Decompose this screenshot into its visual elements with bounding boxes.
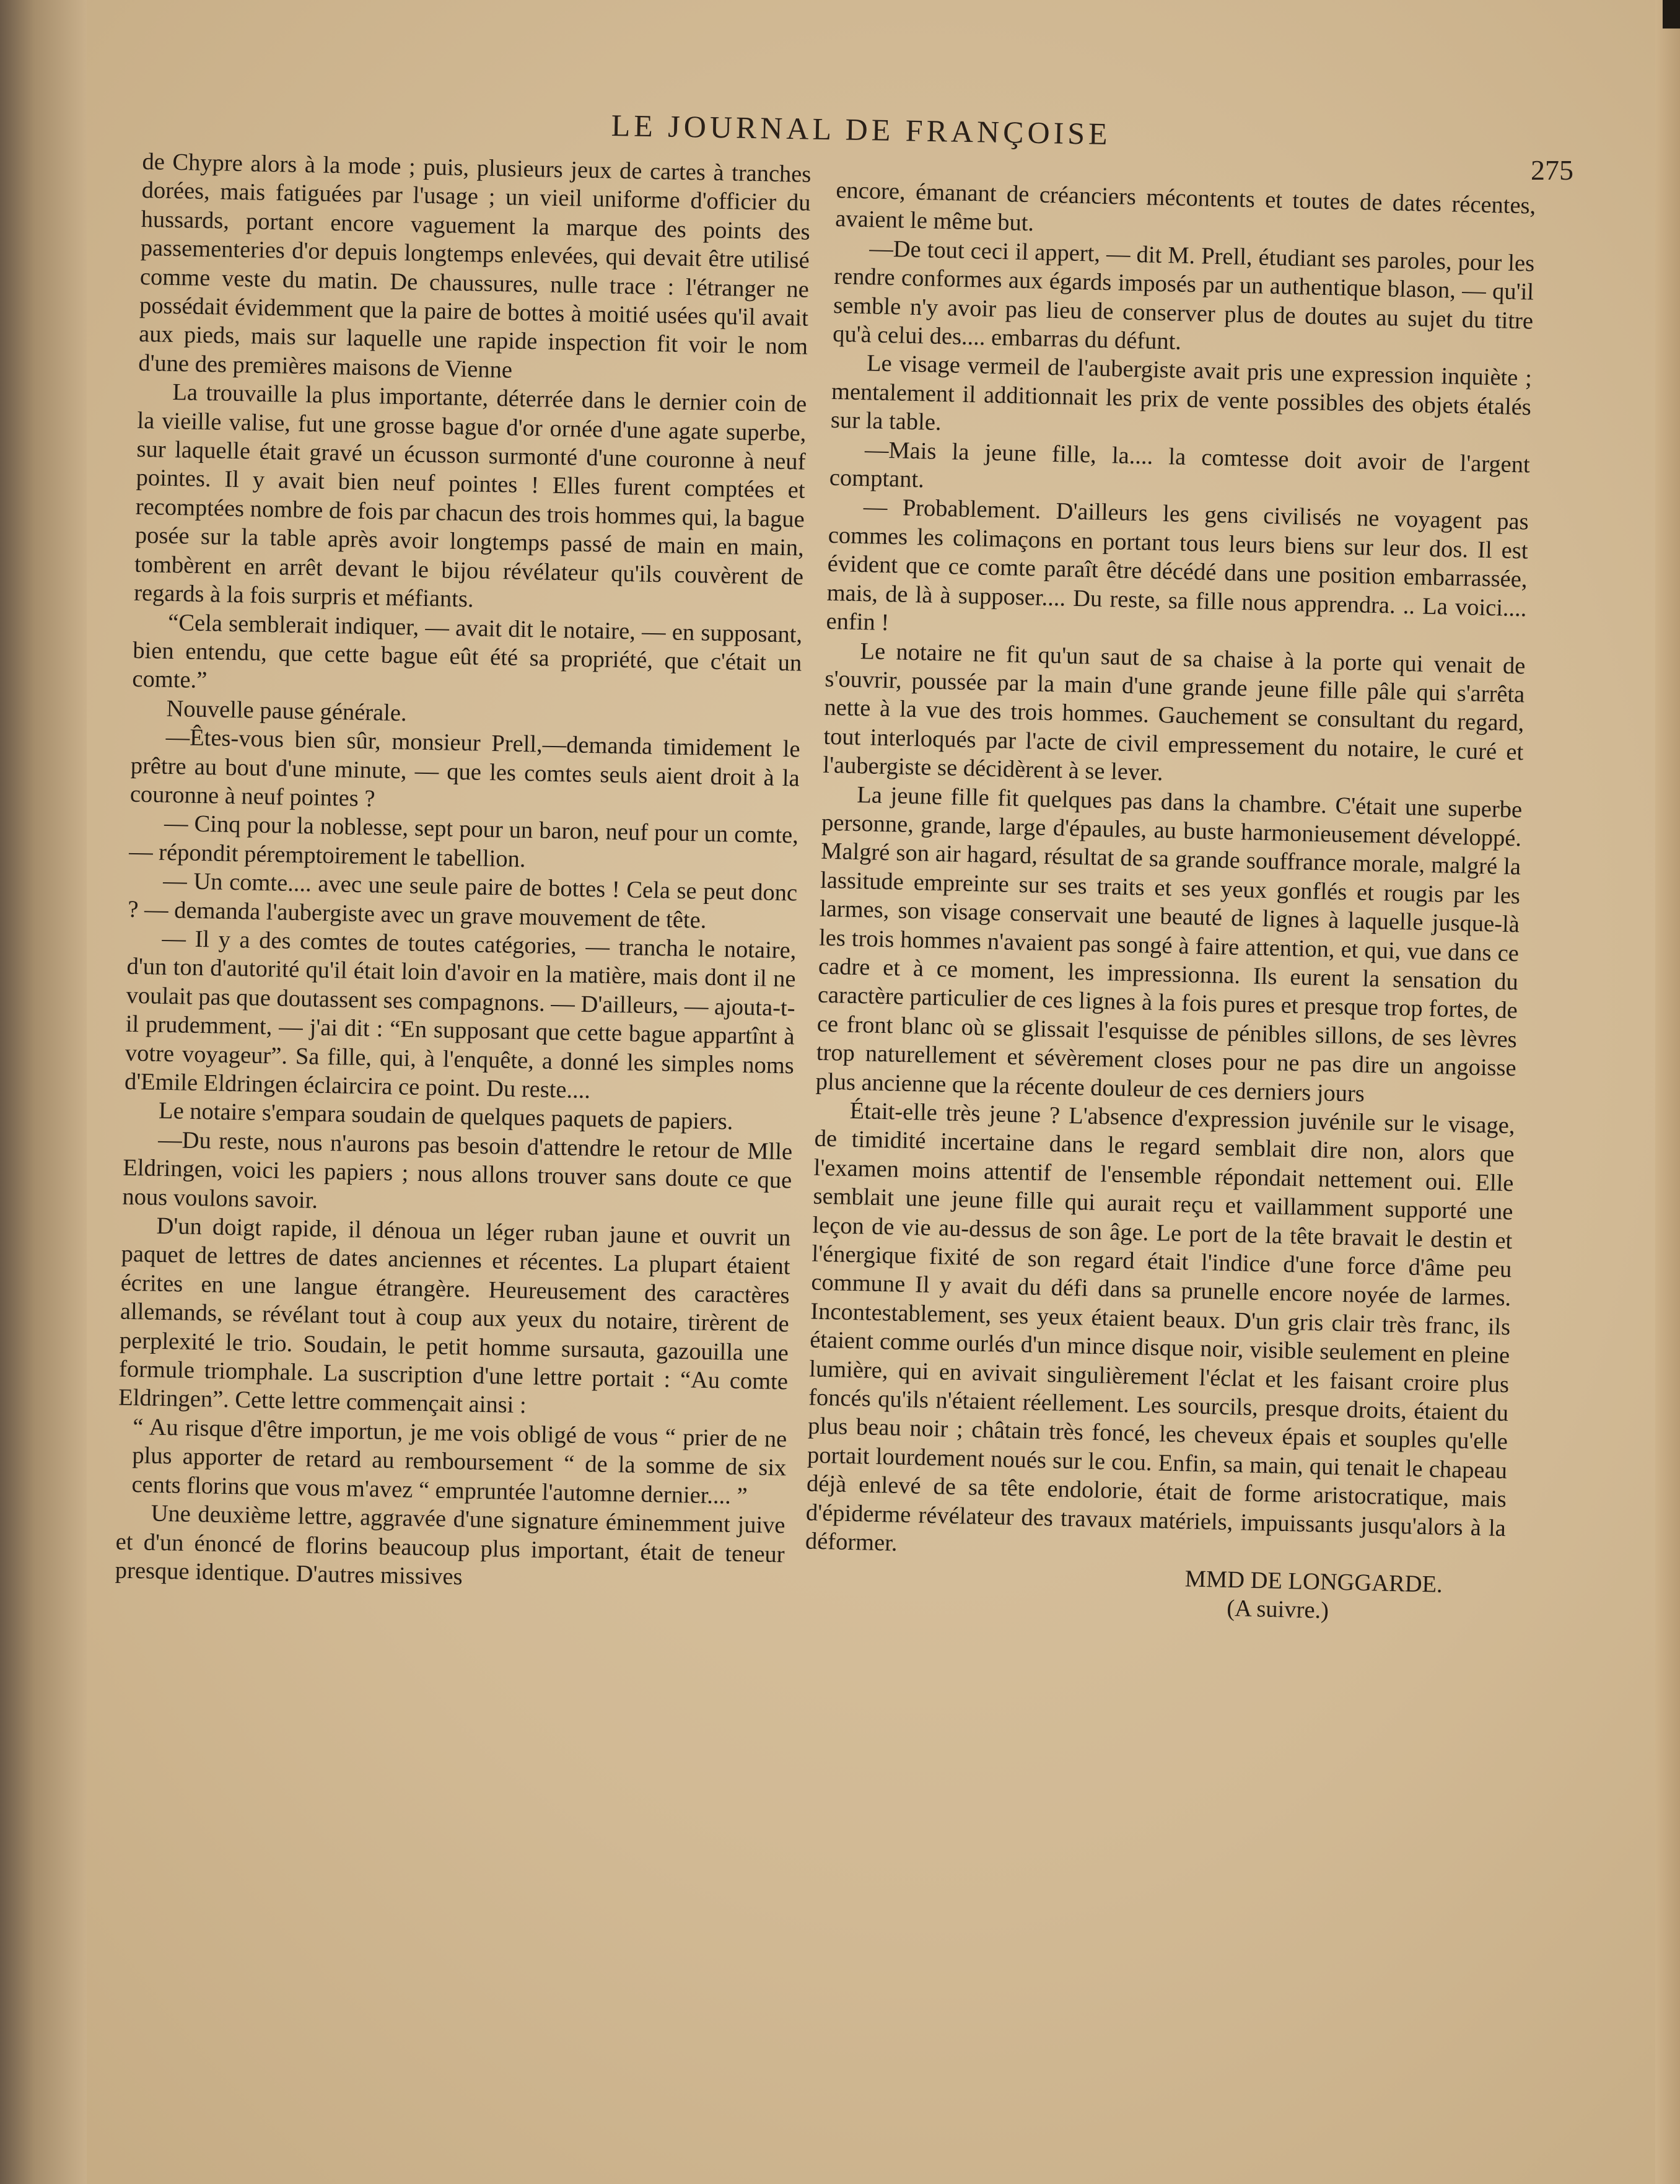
- paragraph: Le notaire ne fit qu'un saut de sa chaise à la porte qui venait de s'ouvrir, poussée par la main d'une grande jeune fille pâle qui s'arrêta nette à la vue des trois hommes. Gauchement se consultant du regard, tout interloqués par l'acte de civil empressement du notaire, le curé et l'aubergiste se décidèrent à se lever.: [822, 638, 1526, 786]
- left-column: [115, 147, 811, 1598]
- scan-corner-mark: [1663, 0, 1680, 29]
- paragraph: Nouvelle pause générale.: [166, 695, 407, 727]
- page-edge: [1655, 0, 1680, 2184]
- paragraph: — Un comte.... avec une seule paire de bottes ! Cela se peut donc ? — demanda l'aubergiste avec un grave mouvement de tête.: [127, 868, 798, 934]
- paragraph: Une deuxième lettre, aggravée d'une signature éminemment juive et d'un énoncé de florins beaucoup plus important, était de teneur presque identique. D'autres missives: [115, 1500, 785, 1590]
- paragraph: Était-elle très jeune ? L'absence d'expression juvénile sur le visage, de timidité incertaine dans le regard semblait dire non, alors que l'examen moins attentif de l'ensemble répondait nettement oui. Elle semblait une jeune fille qui aurait reçu et vaillamment supporté une leçon de vie au-dessus de son âge. Le port de la tête bravait le destin et l'énergique fixité de son regard était l'indice d'une force d'âme peu commune Il y avait du défi dans sa prunelle encore noyée de larmes. Incontestablement, ses yeux étaient beaux. D'un gris clair très franc, ils étaient comme ourlés d'un mince disque noir, visible seulement en pleine lumière, qui en avivait singulièrement l'éclat et les faisant croire plus foncés qu'ils n'étaient réellement. Les sourcils, presque droits, étaient du plus beau noir ; châtain très foncé, les cheveux épais et souples qu'elle portait lourdement noués sur le cou. Enfin, sa main, qui tenait le chapeau déjà enlevé de sa tête endolorie, était de forme aristocratique, mais d'épiderme révélateur des travaux matériels, impuissants jusqu'alors à la déformer.: [805, 1097, 1515, 1556]
- book-gutter-shadow: [0, 0, 87, 2184]
- paragraph: de Chypre alors à la mode ; puis, plusieurs jeux de cartes à tranches dorées, mais fatiguées par l'usage ; un vieil uniforme d'officier du hussards, portant encore vaguement la marque des points des passementeries d'or depuis longtemps enlevées, qui devait être utilisé comme veste du matin. De chaussures, nulle trace : l'étranger ne possédait évidemment que la paire de bottes à moitié usées qu'il avait aux pieds, mais sur laquelle une rapide inspection fit voir le nom d'une des premières maisons de Vienne: [138, 148, 812, 384]
- paragraph: D'un doigt rapide, il dénoua un léger ruban jaune et ouvrit un paquet de lettres de dates anciennes et récentes. La plupart étaient écrites en une langue étrangère. Heureusement des caractères allemands, se révélant tout à coup aux yeux du notaire, tirèrent de perplexité le trio. Soudain, le petit homme sursauta, gazouilla une formule triomphale. La suscription d'une lettre portait : “Au comte Eldringen”. Cette lettre commençait ainsi :: [118, 1213, 791, 1419]
- paragraph: — Probablement. D'ailleurs les gens civilisés ne voyagent pas commes les colimaçons en portant tous leurs biens sur leur dos. Il est évident que ce comte paraît être décédé dans une position embarrassée, mais, de là à supposer.... Du reste, sa fille nous apprendra. .. La voici.... enfin !: [826, 494, 1529, 636]
- paragraph: — Cinq pour la noblesse, sept pour un baron, neuf pour un comte, — répondit péremptoirement le tabellion.: [128, 810, 799, 872]
- author-signature: MMD DE LONGGARDE.: [1184, 1565, 1443, 1598]
- paragraph: La jeune fille fit quelques pas dans la chambre. C'était une superbe personne, grande, large d'épaules, au buste harmonieusement développé. Malgré son air hagard, résultat de sa grande souffrance morale, malgré la lassitude empreinte sur ses traits et ses yeux gonflés et rougis par les larmes, son visage conservait une beauté de lignes à laquelle jusque-là les trois hommes n'avaient pas songé à faire attention, et qui, vue dans ce cadre et à ce moment, les impressionna. Ils eurent la sensation du caractère particulier de ces lignes à la fois pures et presque trop fortes, de ce front blanc où se glissait l'esquisse de pénibles sillons, de ses lèvres trop naturellement et sévèrement closes pour ne pas dire un angoisse plus ancienne que la récente douleur de ces derniers jours: [815, 781, 1523, 1107]
- quoted-letter: “ Au risque d'être importun, je me vois obligé de vous “ prier de ne plus apporter de retard au remboursement “ de la somme de six cents florins que vous m'avez “ empruntée l'automne dernier.... ”: [131, 1413, 787, 1509]
- paragraph: “Cela semblerait indiquer, — avait dit le notaire, — en supposant, bien entendu, que cette bague eût été sa propriété, que c'était un comte.”: [132, 609, 803, 694]
- paragraph: —De tout ceci il appert, — dit M. Prell, étudiant ses paroles, pour les rendre conformes aux égards imposés par un authentique blason, — qu'il semble n'y avoir pas lieu de conserver plus de doutes au sujet du titre qu'à celui des.... embarras du défunt.: [832, 235, 1535, 355]
- paragraph: Le visage vermeil de l'aubergiste avait pris une expression inquiète ; mentalement il additionnait les prix de vente possibles des objets étalés sur la table.: [830, 350, 1533, 436]
- running-header: LE JOURNAL DE FRANÇOISE: [611, 107, 1112, 152]
- paragraph: Le notaire s'empara soudain de quelques paquets de papiers.: [158, 1098, 733, 1135]
- paragraph: —Mais la jeune fille, la.... la comtesse doit avoir de l'argent comptant.: [829, 436, 1531, 493]
- paragraph: La trouvaille la plus importante, déterrée dans le dernier coin de la vieille valise, fut une grosse bague d'or ornée d'une agate superbe, sur laquelle était gravé un écusson surmonté d'une couronne à neuf pointes. Il y avait bien neuf pointes ! Elles furent comptées et recomptées nombre de fois par chacun des trois hommes qui, la bague posée sur la table après avoir longtemps passé de main en main, tombèrent en arrêt devant le bijou révélateur qu'ils couvèrent de regards à la fois surpris et méfiants.: [133, 379, 807, 613]
- page-number: 275: [1531, 154, 1573, 186]
- to-be-continued: (A suivre.): [1226, 1595, 1329, 1624]
- paragraph: —Du reste, nous n'aurons pas besoin d'attendre le retour de Mlle Eldringen, voici les papiers ; nous allons trouver sans doute ce que nous voulons savoir.: [122, 1126, 793, 1214]
- right-column: [803, 176, 1536, 1629]
- paragraph: encore, émanant de créanciers mécontents et toutes de dates récentes, avaient le même but.: [834, 177, 1536, 237]
- paragraph: —Êtes-vous bien sûr, monsieur Prell,—demanda timidement le prêtre au bout d'une minute, — que les comtes seuls aient droit à la couronne à neuf pointes ?: [129, 724, 800, 812]
- paragraph: — Il y a des comtes de toutes catégories, — trancha le notaire, d'un ton d'autorité qu'il était loin d'avoir en la matière, mais dont il ne voulait pas que doutassent ses compagnons. — D'ailleurs, — ajouta-t-il prudemment, — j'ai dit : “En supposant que cette bague appartînt à votre voyageur”. Sa fille, qui, à l'enquête, a donné les simples noms d'Emile Eldringen éclaircira ce point. Du reste....: [124, 925, 797, 1104]
